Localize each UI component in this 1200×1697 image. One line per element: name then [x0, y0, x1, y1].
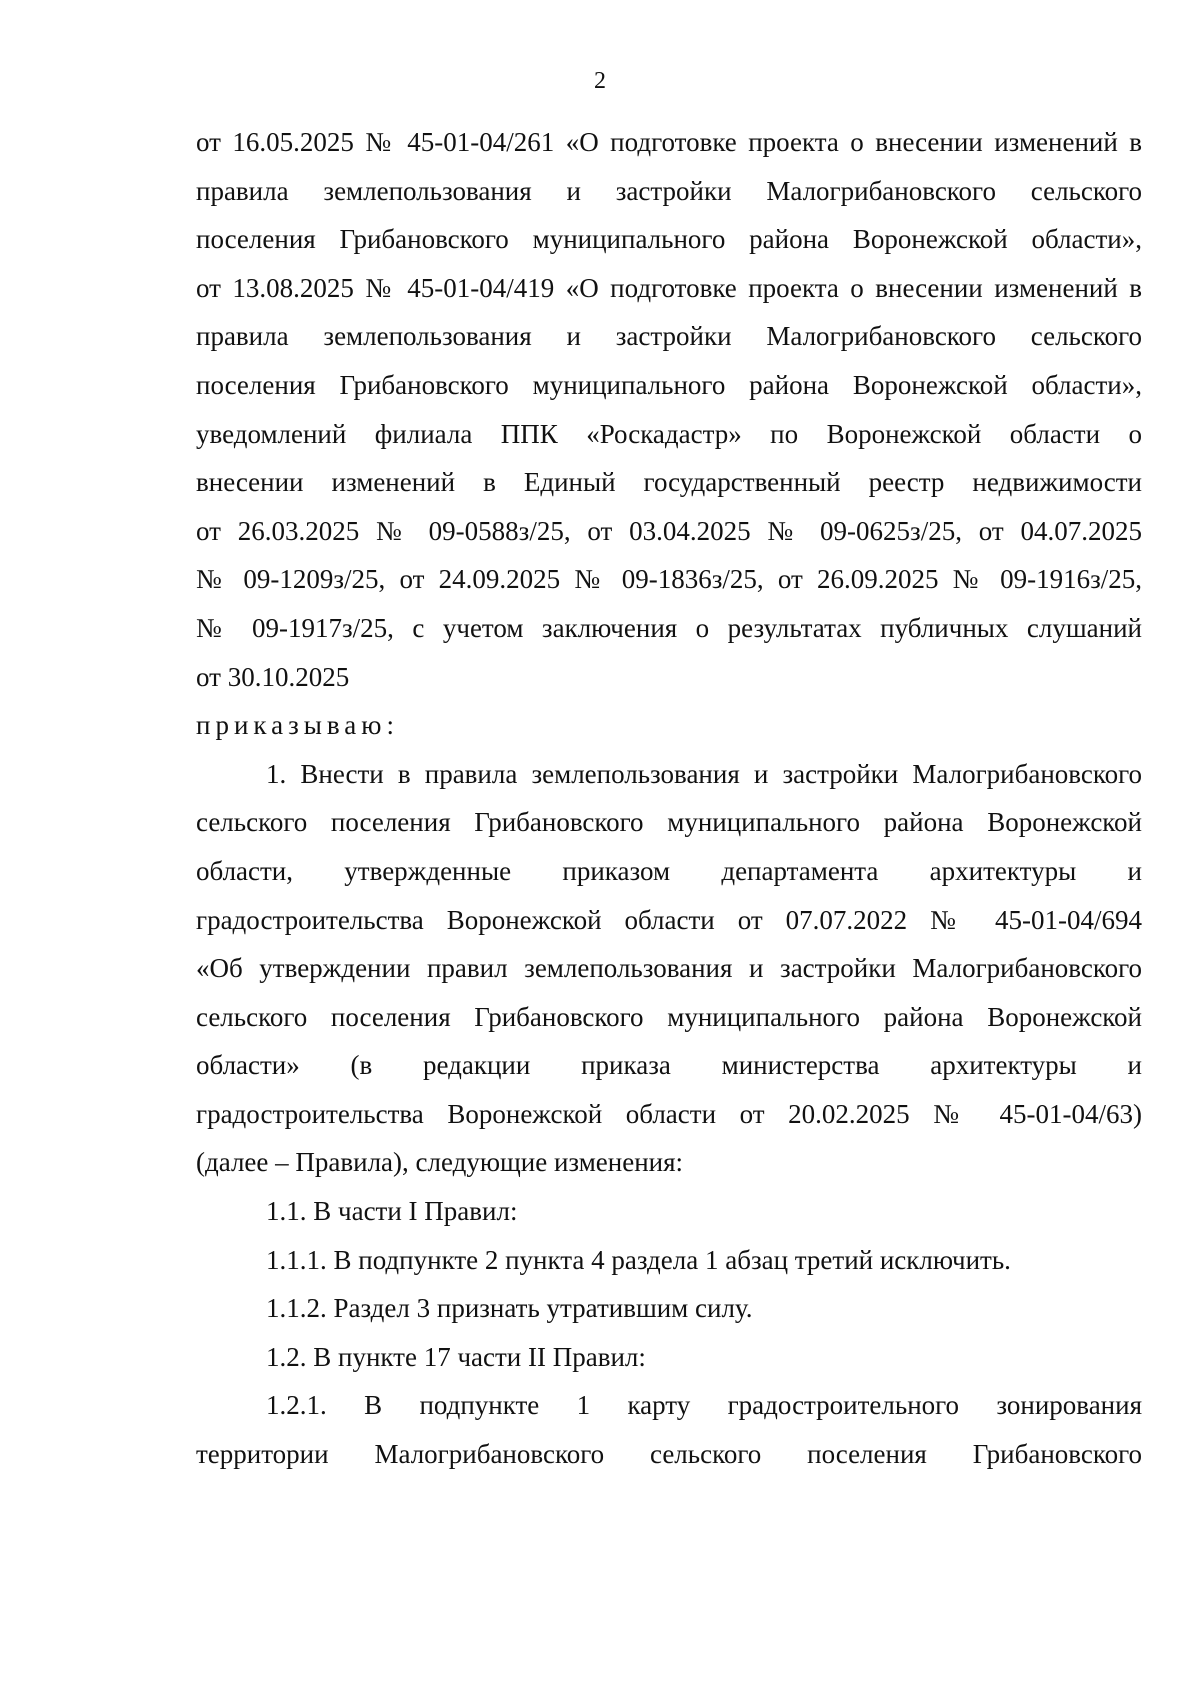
- text-line: поселения Грибановского муниципального района Воронежской области»,: [196, 369, 1142, 400]
- subitem: 1.1. В части I Правил:: [266, 1196, 518, 1227]
- subitem: 1.2. В пункте 17 части II Правил:: [266, 1341, 646, 1372]
- text-line: области» (в редакции приказа министерства архитектуры и: [196, 1050, 1142, 1081]
- text-line: правила землепользования и застройки Малогрибановского сельского: [196, 175, 1142, 206]
- text-line: градостроительства Воронежской области от 07.07.2022 № 45-01-04/694: [196, 904, 1142, 935]
- text-line: от 16.05.2025 № 45-01-04/261 «О подготовке проекта о внесении изменений в: [196, 127, 1142, 157]
- text-line: уведомлений филиала ППК «Роскадастр» по Воронежской области о: [196, 418, 1142, 449]
- text-line: сельского поселения Грибановского муниципального района Воронежской: [196, 1001, 1142, 1032]
- text-line: градостроительства Воронежской области от 20.02.2025 № 45-01-04/63): [196, 1098, 1142, 1129]
- text-line: (далее – Правила), следующие изменения:: [196, 1147, 684, 1178]
- subitem: 1.1.1. В подпункте 2 пункта 4 раздела 1 абзац третий исключить.: [266, 1244, 1011, 1275]
- text-line: поселения Грибановского муниципального района Воронежской области»,: [196, 224, 1142, 255]
- text-line: области, утвержденные приказом департамента архитектуры и: [196, 855, 1142, 886]
- text-line: № 09-1209з/25, от 24.09.2025 № 09-1836з/25, от 26.09.2025 № 09-1916з/25,: [196, 564, 1142, 595]
- text-line: правила землепользования и застройки Малогрибановского сельского: [196, 321, 1142, 352]
- text-line: 1. Внести в правила землепользования и застройки Малогрибановского: [266, 758, 1142, 789]
- text-line: от 13.08.2025 № 45-01-04/419 «О подготовке проекта о внесении изменений в: [196, 272, 1142, 303]
- subitem: 1.1.2. Раздел 3 признать утратившим силу.: [266, 1293, 753, 1324]
- text-line: сельского поселения Грибановского муниципального района Воронежской: [196, 807, 1142, 838]
- document-body: [196, 118, 1142, 1479]
- page-number: 2: [594, 68, 606, 94]
- text-line: от 30.10.2025: [196, 661, 350, 692]
- text-line: 1.2.1. В подпункте 1 карту градостроительного зонирования: [266, 1390, 1142, 1421]
- text-line: территории Малогрибановского сельского поселения Грибановского: [196, 1439, 1142, 1470]
- text-line: внесении изменений в Единый государственный реестр недвижимости: [196, 467, 1142, 498]
- text-line: от 26.03.2025 № 09-0588з/25, от 03.04.2025 № 09-0625з/25, от 04.07.2025: [196, 515, 1142, 546]
- text-line: № 09-1917з/25, с учетом заключения о результатах публичных слушаний: [196, 612, 1142, 643]
- order-word: приказываю:: [196, 710, 399, 741]
- text-line: «Об утверждении правил землепользования и застройки Малогрибановского: [196, 953, 1142, 984]
